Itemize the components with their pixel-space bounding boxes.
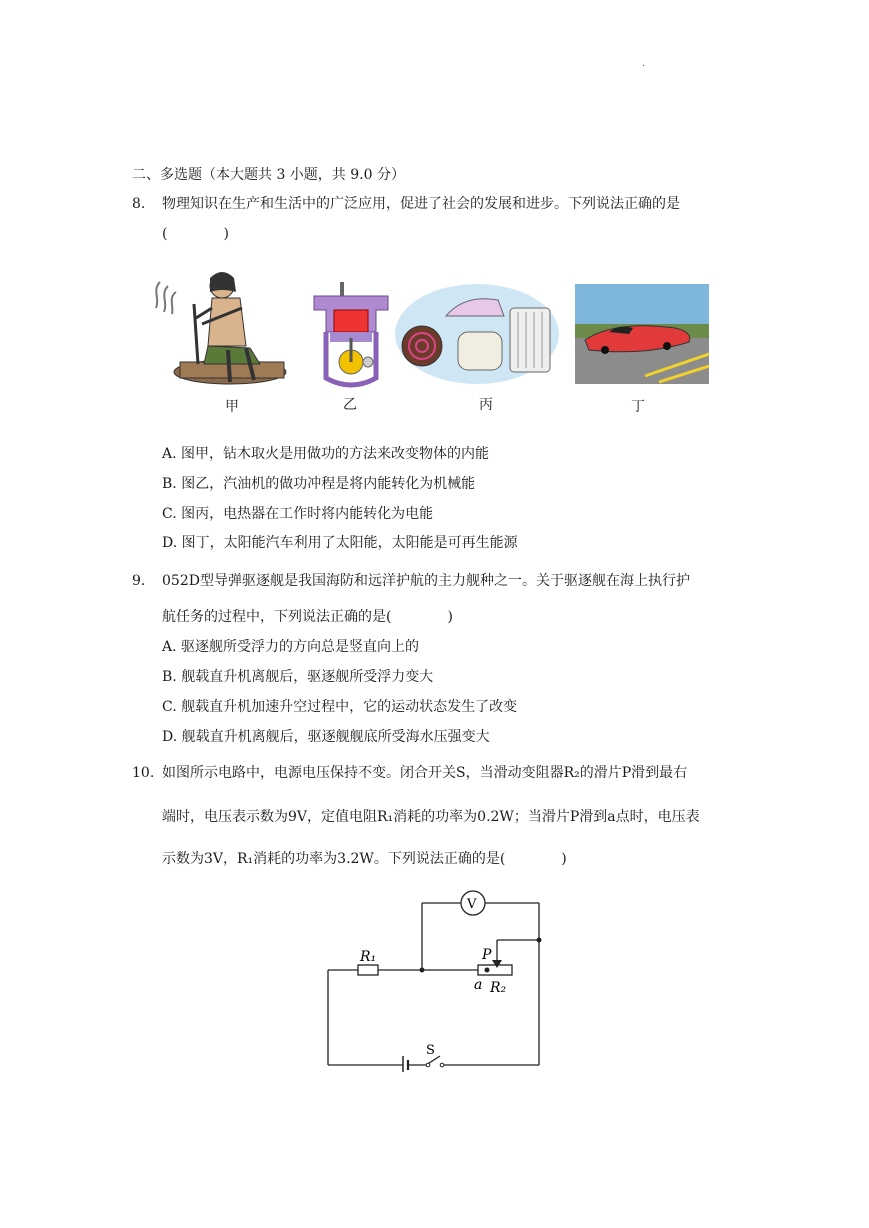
circuit-diagram — [320, 888, 550, 1072]
option-c: C. 舰载直升机加速升空过程中，它的运动状态发生了改变 — [162, 699, 518, 715]
question-stem-cont: ( ) — [162, 226, 229, 242]
question-stem-cont: 端时，电压表示数为9V，定值电阻R₁消耗的功率为0.2W；当滑片P滑到a点时，电压表 — [162, 809, 700, 825]
figure-label-jia: 甲 — [225, 399, 239, 415]
question-stem-cont-2: 示数为3V，R₁消耗的功率为3.2W。下列说法正确的是( ) — [162, 851, 567, 867]
voltmeter-label: V — [467, 897, 477, 912]
figure-label-yi: 乙 — [343, 397, 357, 413]
option-d: D. 图丁，太阳能汽车利用了太阳能，太阳能是可再生能源 — [162, 535, 518, 551]
option-b: B. 图乙，汽油机的做功冲程是将内能转化为机械能 — [162, 476, 476, 492]
question-stem: 如图所示电路中，电源电压保持不变。闭合开关S，当滑动变阻器R₂的滑片P滑到最右 — [162, 765, 688, 781]
figure-engine — [310, 282, 392, 388]
resistor-r1-symbol — [358, 965, 378, 975]
question-number: 9. — [132, 573, 146, 589]
option-c: C. 图丙，电热器在工作时将内能转化为电能 — [162, 506, 434, 522]
point-a-label: a — [474, 977, 483, 993]
figure-drilling-wood — [150, 268, 290, 390]
question-stem: 052D型导弹驱逐舰是我国海防和远洋护航的主力舰种之一。关于驱逐舰在海上执行护 — [162, 573, 690, 589]
switch-label: S — [426, 1043, 435, 1058]
resistor-r2-symbol — [478, 965, 512, 975]
question-stem: 物理知识在生产和生活中的广泛应用，促进了社会的发展和进步。下列说法正确的是 — [162, 196, 680, 212]
option-d: D. 舰载直升机离舰后，驱逐舰舰底所受海水压强变大 — [162, 729, 490, 745]
resistor-r1-label: R₁ — [360, 949, 377, 965]
option-a: A. 图甲，钻木取火是用做功的方法来改变物体的内能 — [162, 446, 490, 462]
question-number: 8. — [132, 196, 146, 212]
figure-solar-car — [575, 284, 709, 384]
question-stem-cont: 航任务的过程中，下列说法正确的是( ) — [162, 609, 453, 625]
figure-heaters — [394, 282, 560, 386]
option-a: A. 驱逐舰所受浮力的方向总是竖直向上的 — [162, 639, 420, 655]
slider-p-label: P — [482, 947, 492, 963]
question-number: 10. — [132, 765, 155, 781]
section-title: 二、多选题（本大题共 3 小题，共 9.0 分） — [132, 167, 405, 183]
resistor-r2-label: R₂ — [490, 980, 507, 996]
figure-label-ding: 丁 — [631, 399, 645, 415]
figure-label-bing: 丙 — [479, 397, 493, 413]
option-b: B. 舰载直升机离舰后，驱逐舰所受浮力变大 — [162, 669, 434, 685]
header-dot: . — [642, 58, 646, 69]
